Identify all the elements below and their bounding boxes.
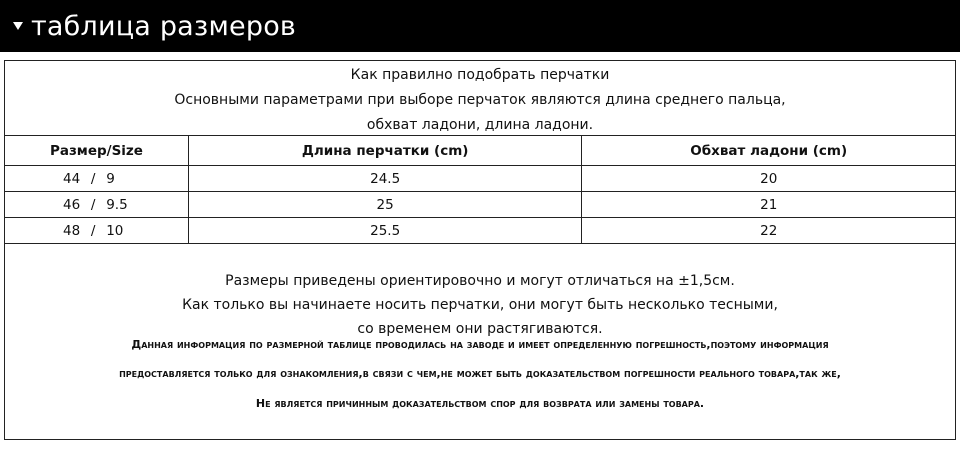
length-cell: 24.5 <box>188 166 582 192</box>
note-line-1: Размеры приведены ориентировочно и могут отличаться на ±1,5см. <box>225 273 735 289</box>
size-chart-box <box>4 60 956 440</box>
disclaimer-line-3: Не является причинным доказательством спор для возврата или замены товара. <box>255 397 705 410</box>
girth-cell: 21 <box>582 192 956 218</box>
header-girth: Обхват ладони (cm) <box>582 136 956 166</box>
disclaimer-line-1: Данная информация по размерной таблице проводилась на заводе и имеет определенную погрешность,поэтому информация <box>131 338 829 351</box>
girth-cell: 22 <box>582 218 956 244</box>
table-row <box>5 166 956 192</box>
intro-line-2: Основными параметрами при выборе перчаток являются длина среднего пальца, <box>174 92 786 108</box>
intro-text <box>5 63 955 138</box>
girth-cell: 20 <box>582 166 956 192</box>
size-cell: 44 / 9 <box>5 166 189 192</box>
disclaimer-line-2: предоставляется только для ознакомления,в связи с чем,не может быть доказательством погрешности реального товара,так же, <box>119 367 841 380</box>
table-row <box>5 218 956 244</box>
table-header-row <box>5 136 956 166</box>
intro-line-3: обхват ладони, длина ладони. <box>366 117 594 133</box>
note-line-3: со временем они растягиваются. <box>357 321 603 337</box>
size-table <box>4 135 956 244</box>
header-size: Размер/Size <box>5 136 189 166</box>
note-line-2: Как только вы начинаете носить перчатки, они могут быть несколько тесными, <box>182 297 778 313</box>
header-length: Длина перчатки (cm) <box>188 136 582 166</box>
header-bar <box>0 0 960 52</box>
table-row <box>5 192 956 218</box>
notes-text <box>5 269 955 341</box>
length-cell: 25.5 <box>188 218 582 244</box>
length-cell: 25 <box>188 192 582 218</box>
triangle-down-icon <box>13 22 23 30</box>
size-cell: 46 / 9.5 <box>5 192 189 218</box>
page-title: таблица размеров <box>31 10 297 42</box>
intro-line-1: Как правилно подобрать перчатки <box>350 67 610 83</box>
size-cell: 48 / 10 <box>5 218 189 244</box>
